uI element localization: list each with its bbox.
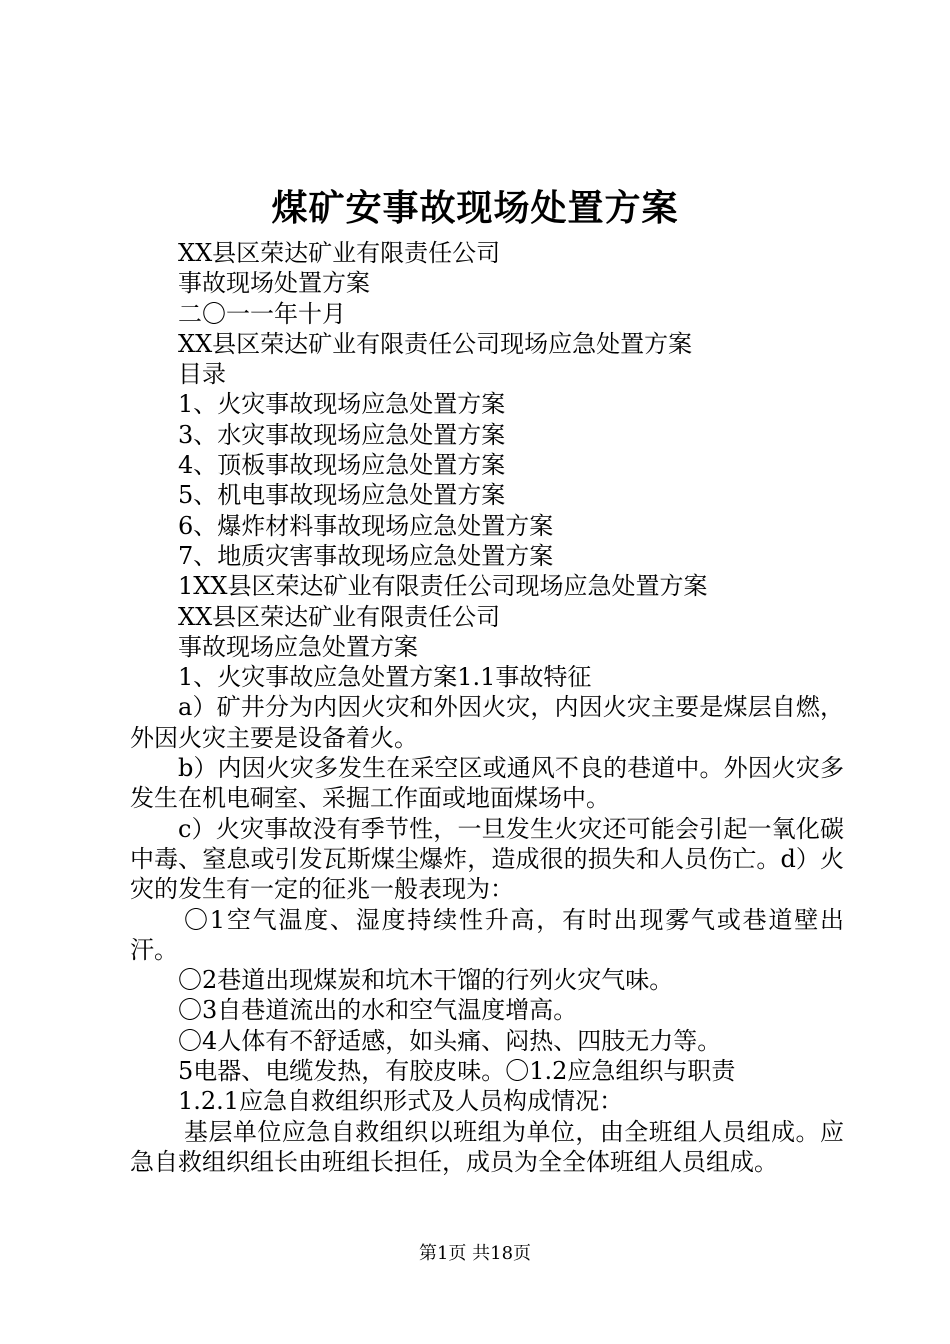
- body-line: 事故现场处置方案: [178, 269, 370, 298]
- body-paragraph: 基层单位应急自救组织以班组为单位，由全班组人员组成。应急自救组织组长由班组长担任，成员为全全体班组人员组成。: [130, 1117, 844, 1176]
- document-title: 煤矿安事故现场处置方案: [271, 187, 679, 229]
- body-paragraph: b）内因火灾多发生在采空区或通风不良的巷道中。外因火灾多发生在机电硐室、采掘工作面或地面煤场中。: [130, 754, 844, 813]
- toc-item: 6、爆炸材料事故现场应急处置方案: [178, 511, 554, 540]
- body-paragraph: 1.2.1应急自救组织形式及人员构成情况：: [178, 1087, 624, 1116]
- body-line: 目录: [178, 360, 226, 389]
- section-heading: 1、火灾事故应急处置方案1.1事故特征: [178, 663, 592, 692]
- body-paragraph: c）火灾事故没有季节性，一旦发生火灾还可能会引起一氧化碳中毒、窒息或引发瓦斯煤尘爆炸，造成很的损失和人员伤亡。d）火灾的发生有一定的征兆一般表现为：: [130, 814, 844, 904]
- body-paragraph: 〇1空气温度、湿度持续性升高，有时出现雾气或巷道壁出汗。: [130, 905, 844, 964]
- body-paragraph: 〇3自巷道流出的水和空气温度增高。: [178, 996, 578, 1025]
- toc-item: 7、地质灾害事故现场应急处置方案: [178, 541, 554, 570]
- body-line: XX县区荣达矿业有限责任公司: [178, 602, 501, 631]
- body-line: XX县区荣达矿业有限责任公司现场应急处置方案: [178, 329, 693, 358]
- toc-item: 4、顶板事故现场应急处置方案: [178, 451, 506, 480]
- body-line: 二〇一一年十月: [178, 299, 346, 328]
- toc-item: 3、水灾事故现场应急处置方案: [178, 420, 506, 449]
- body-line: XX县区荣达矿业有限责任公司: [178, 239, 501, 267]
- body-paragraph: 〇2巷道出现煤炭和坑木干馏的行列火灾气味。: [178, 966, 674, 995]
- toc-item: 1、火灾事故现场应急处置方案: [178, 390, 506, 419]
- body-paragraph: a）矿井分为内因火灾和外因火灾，内因火灾主要是煤层自燃，外因火灾主要是设备着火。: [130, 693, 844, 752]
- toc-item: 5、机电事故现场应急处置方案: [178, 481, 506, 510]
- body-paragraph: 〇4人体有不舒适感，如头痛、闷热、四肢无力等。: [178, 1026, 722, 1055]
- body-paragraph: 5电器、电缆发热，有胶皮味。〇1.2应急组织与职责: [178, 1057, 736, 1086]
- body-line: 1XX县区荣达矿业有限责任公司现场应急处置方案: [178, 572, 708, 601]
- document-body: [130, 238, 844, 1177]
- body-line: 事故现场应急处置方案: [178, 632, 418, 661]
- page-footer: 第1页 共18页: [418, 1243, 532, 1264]
